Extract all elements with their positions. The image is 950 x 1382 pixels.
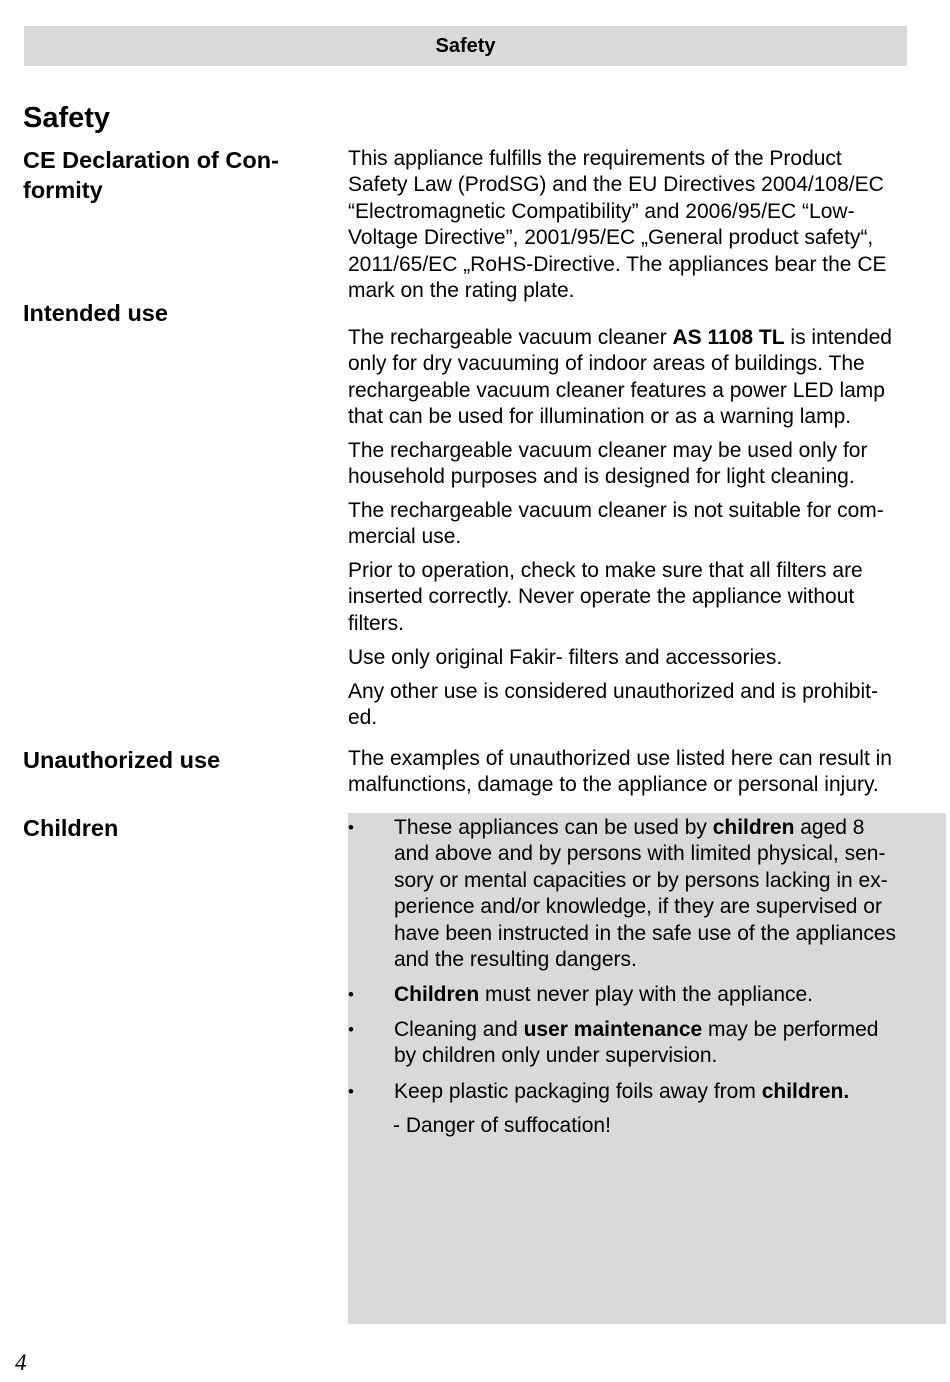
intended-use-paragraph-1: The rechargeable vacuum cleaner AS 1108 TL is intended only for dry vacuuming of indoor areas of buildings. The rechargeable vacuum cleaner features a power LED lamp that can be used for illumination or as a warning lamp. (348, 326, 892, 429)
ce-declaration-text: This appliance fulfills the requirements of the Product Safety Law (ProdSG) and the EU Directives 2004/108/EC “Electromagnetic Compatibility” and 2006/95/EC “Low- Voltage Directive”, 2001/95/EC „General product safety“, 2011/65/EC „RoHS-Directive. The appliances bear the CE mark on the rating plate. (348, 147, 887, 303)
model-name: AS 1108 TL (672, 326, 785, 349)
intended-use-paragraph-2: The rechargeable vacuum cleaner may be used only for household purposes and is designed for light cleaning. (348, 439, 868, 489)
page-number: 4 (15, 1350, 27, 1375)
ce-declaration-heading: CE Declaration of Con- formity (23, 147, 279, 203)
intended-use-paragraph-3: The rechargeable vacuum cleaner is not suitable for com- mercial use. (348, 499, 884, 549)
suffocation-warning: - Danger of suffocation! (393, 1114, 611, 1137)
children-bullet-1-text: These appliances can be used by children aged 8 and above and by persons with limited physical, sen- sory or mental capacities or by persons lacking in ex- perience and/or knowledge, if they are supervised or have been instructed in the safe use of the appliances and the resulting dangers. (394, 816, 897, 972)
intended-use-paragraph-4: Prior to operation, check to make sure that all filters are inserted correctly. Never operate the appliance without filters. (348, 559, 863, 635)
children-bullet-2-text: Children must never play with the appliance. (394, 983, 814, 1006)
bullet-icon: • (348, 1082, 354, 1101)
bullet-icon: • (348, 985, 354, 1004)
bullet-icon: • (348, 818, 354, 837)
children-bullet-3-text: Cleaning and user maintenance may be performed by children only under supervision. (394, 1018, 879, 1068)
intended-use-paragraph-6: Any other use is considered unauthorized and is prohibit- ed. (348, 680, 878, 730)
children-bullet-4-text: Keep plastic packaging foils away from children. (394, 1080, 850, 1103)
intended-use-heading: Intended use (23, 300, 168, 326)
children-heading: Children (23, 815, 119, 841)
intended-use-paragraph-5: Use only original Fakir- filters and accessories. (348, 646, 783, 669)
running-header: Safety (24, 26, 907, 66)
bullet-icon: • (348, 1020, 354, 1039)
unauthorized-use-heading: Unauthorized use (23, 747, 221, 773)
unauthorized-use-text: The examples of unauthorized use listed here can result in malfunctions, damage to the appliance or personal injury. (348, 747, 892, 797)
page-title: Safety (23, 102, 111, 134)
